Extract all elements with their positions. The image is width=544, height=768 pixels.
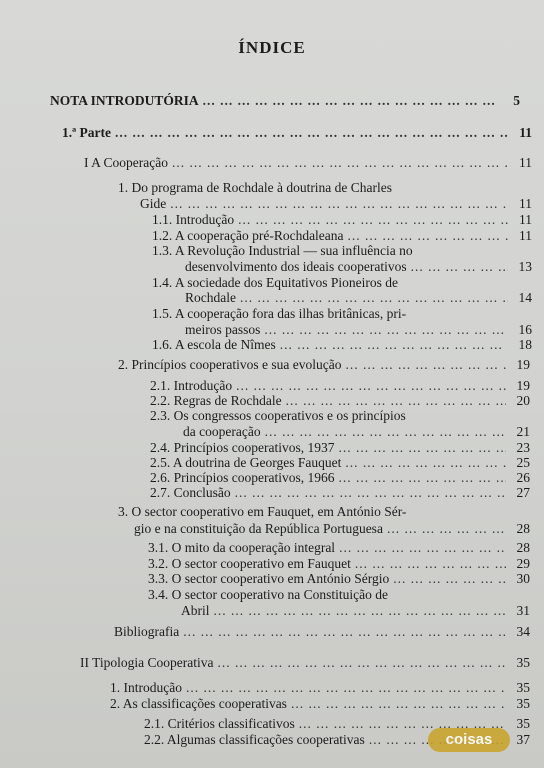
- leader-dots: [265, 424, 506, 440]
- toc-entry-text: 2.5. A doutrina de Georges Fauquet: [150, 455, 342, 470]
- leader-dots: [338, 470, 506, 486]
- toc-entry: [50, 93, 520, 109]
- leader-dots: [115, 125, 508, 141]
- toc-entry: [148, 540, 530, 556]
- toc-entry: [114, 624, 530, 640]
- toc-entry-text: 3.2. O sector cooperativo em Fauquet: [148, 556, 351, 571]
- toc-entry: [150, 393, 530, 409]
- leader-dots: [291, 696, 506, 712]
- toc-entry: [150, 455, 530, 471]
- leader-dots: [387, 521, 506, 537]
- toc-entry: [150, 378, 530, 394]
- leader-dots: [393, 571, 506, 587]
- toc-entry-text: I A Cooperação: [84, 155, 168, 170]
- toc-entry-line: 1.3. A Revolução Industrial — sua influência no: [152, 243, 413, 258]
- toc-entry: [148, 571, 530, 587]
- toc-entry-text: 1.ª Parte: [62, 125, 112, 140]
- toc-entry-page: 19: [516, 357, 530, 372]
- toc-entry-page: 35: [516, 655, 530, 670]
- toc-entry-text: 1.6. A escola de Nîmes: [152, 337, 276, 352]
- toc-entry-page: 26: [516, 470, 530, 485]
- toc-entry-text: 2. Princípios cooperativos e sua evolução: [118, 357, 342, 372]
- toc-entry-text: 3.3. O sector cooperativo em António Sérgio: [148, 571, 390, 586]
- leader-dots: [355, 556, 506, 572]
- toc-entry-page: 30: [516, 571, 530, 586]
- toc-entry-page: 27: [516, 485, 530, 500]
- toc-entry-page: 31: [516, 603, 530, 618]
- toc-entry-text: 2.1. Critérios classificativos: [144, 716, 295, 731]
- toc-entry-text: 1.2. A cooperação pré-Rochdaleana: [152, 228, 344, 243]
- toc-entry-text: Rochdale: [185, 290, 236, 305]
- toc-entry: [152, 228, 532, 244]
- toc-entry: [118, 357, 530, 373]
- toc-entry: [150, 470, 530, 486]
- toc-entry-page: 23: [516, 440, 530, 455]
- toc-entry-text: 1.1. Introdução: [152, 212, 235, 227]
- toc-entry-page: 25: [516, 455, 530, 470]
- toc-entry-line: 3.4. O sector cooperativo na Constituição de: [148, 587, 388, 602]
- toc-entry-text: 2.6. Princípios cooperativos, 1966: [150, 470, 335, 485]
- toc-entry: [150, 440, 530, 456]
- toc-entry: [150, 485, 530, 501]
- toc-entry-page: 28: [516, 540, 530, 555]
- leader-dots: [186, 680, 506, 696]
- toc-entry-text: 2.2. Algumas classificações cooperativas: [144, 732, 365, 747]
- watermark-logo: coisas: [428, 728, 510, 752]
- toc-entry-page: 19: [516, 378, 530, 393]
- toc-entry-page: 34: [516, 624, 530, 639]
- toc-entry-page: 29: [516, 556, 530, 571]
- leader-dots: [183, 624, 506, 640]
- toc-entry-page: 37: [516, 732, 530, 747]
- toc-entry: [84, 155, 532, 171]
- toc-entry: [183, 424, 530, 440]
- page-title: ÍNDICE: [238, 38, 306, 57]
- toc-entry-text: NOTA INTRODUTÓRIA: [50, 93, 199, 108]
- toc-entry-text: 2.7. Conclusão: [150, 485, 231, 500]
- toc-entry-text: 2.2. Regras de Rochdale: [150, 393, 282, 408]
- leader-dots: [345, 357, 506, 373]
- toc-entry: [62, 125, 532, 141]
- toc-entry-text: gio e na constituição da República Portuguesa: [134, 521, 383, 536]
- toc-entry-line: 1. Do programa de Rochdale à doutrina de Charles: [118, 180, 393, 195]
- toc-entry-line: 1.5. A cooperação fora das ilhas britânicas, pri-: [152, 306, 407, 321]
- toc-entry-text: meiros passos: [185, 322, 261, 337]
- toc-entry-page: 35: [516, 696, 530, 711]
- toc-entry-line: 3. O sector cooperativo em Fauquet, em António Sér-: [118, 504, 407, 519]
- toc-entry-text: da cooperação: [183, 424, 261, 439]
- leader-dots: [172, 155, 508, 171]
- toc-entry-text: II Tipologia Cooperativa: [80, 655, 214, 670]
- leader-dots: [264, 322, 508, 338]
- toc-entry-text: 3.1. O mito da cooperação integral: [148, 540, 336, 555]
- toc-entry-page: 11: [519, 125, 532, 140]
- toc-entry: [110, 696, 530, 712]
- toc-entry: [185, 290, 532, 306]
- leader-dots: [240, 290, 508, 306]
- toc-entry-text: desenvolvimento dos ideais cooperativos: [185, 259, 407, 274]
- leader-dots: [236, 378, 506, 394]
- toc-entry-page: 11: [519, 228, 532, 243]
- toc-entry: [152, 337, 532, 353]
- leader-dots: [214, 603, 507, 619]
- toc-entry-text: 1. Introdução: [110, 680, 182, 695]
- leader-dots: [203, 93, 496, 109]
- leader-dots: [286, 393, 506, 409]
- toc-entry-page: 20: [516, 393, 530, 408]
- toc-entry-page: 16: [518, 322, 532, 337]
- toc-entry-page: 14: [518, 290, 532, 305]
- toc-entry-page: 35: [516, 680, 530, 695]
- toc-entry: [148, 556, 530, 572]
- toc-entry-page: 11: [519, 155, 532, 170]
- toc-entry-page: 13: [518, 259, 532, 274]
- toc-entry-text: Bibliografia: [114, 624, 180, 639]
- toc-entry-page: 21: [516, 424, 530, 439]
- toc-entry-page: 35: [516, 716, 530, 731]
- toc-entry-page: 11: [519, 196, 532, 211]
- toc-entry: [80, 655, 530, 671]
- leader-dots: [238, 212, 508, 228]
- toc-entry-page: 18: [518, 337, 532, 352]
- toc-entry-line: 2.3. Os congressos cooperativos e os princípios: [150, 408, 406, 423]
- leader-dots: [348, 228, 508, 244]
- toc-entry-line: 1.4. A sociedade dos Equitativos Pioneiros de: [152, 275, 398, 290]
- toc-entry-page: 11: [519, 212, 532, 227]
- toc-entry-text: 2. As classificações cooperativas: [110, 696, 287, 711]
- toc-entry-text: Gide: [140, 196, 167, 211]
- leader-dots: [170, 196, 508, 212]
- toc-entry-page: 5: [513, 93, 520, 108]
- leader-dots: [345, 455, 506, 471]
- toc-entry-text: Abril: [181, 603, 210, 618]
- toc-entry: [185, 322, 532, 338]
- toc-entry: [152, 212, 532, 228]
- leader-dots: [339, 540, 506, 556]
- leader-dots: [280, 337, 508, 353]
- toc-entry: [185, 259, 532, 275]
- toc-entry-text: 2.4. Princípios cooperativos, 1937: [150, 440, 335, 455]
- leader-dots: [338, 440, 506, 456]
- toc-entry: [110, 680, 530, 696]
- toc-entry: [181, 603, 530, 619]
- leader-dots: [411, 259, 508, 275]
- toc-entry-page: 28: [516, 521, 530, 536]
- toc-entry-text: 2.1. Introdução: [150, 378, 233, 393]
- toc-entry: [134, 521, 530, 537]
- leader-dots: [235, 485, 506, 501]
- toc-entry: [140, 196, 532, 212]
- leader-dots: [218, 655, 507, 671]
